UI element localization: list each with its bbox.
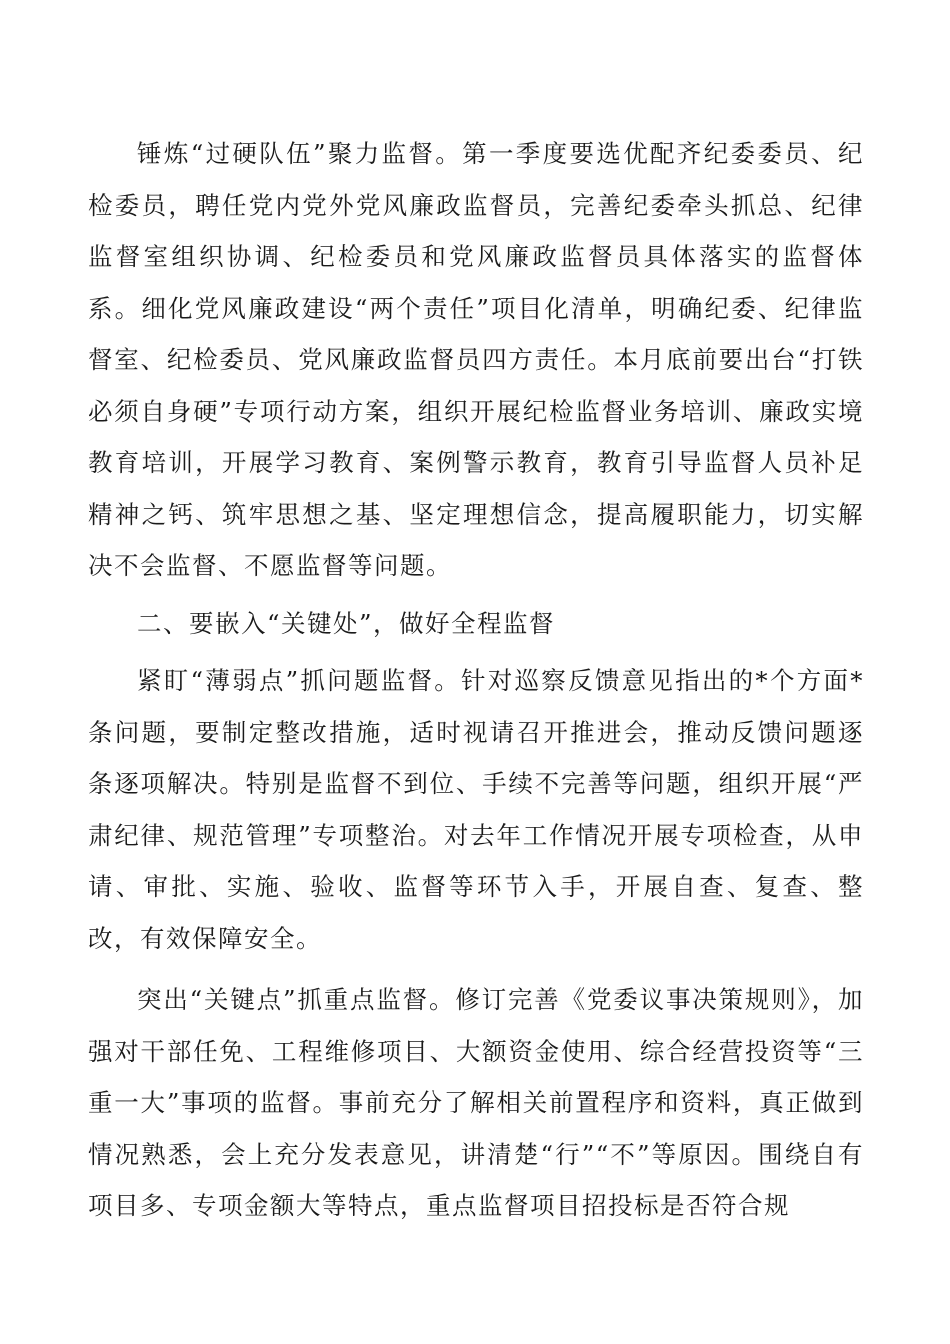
paragraph-weak-points: 紧盯“薄弱点”抓问题监督。针对巡察反馈意见指出的*个方面*条问题，要制定整改措施，适时视请召开推进会，推动反馈问题逐条逐项解决。特别是监督不到位、手续不完善等问题，组织开展“严肃纪律、规范管理”专项整治。对去年工作情况开展专项检查，从申请、审批、实施、验收、监督等环节入手，开展自查、复查、整改，有效保障安全。	[88, 666, 864, 953]
paragraph-key-points: 突出“关键点”抓重点监督。修订完善《党委议事决策规则》，加强对干部任免、工程维修项目、大额资金使用、综合经营投资等“三重一大”事项的监督。事前充分了解相关前置程序和资料，真正做到情况熟悉，会上充分发表意见，讲清楚“行”“不”等原因。围绕自有项目多、专项金额大等特点，重点监督项目招投标是否符合规	[88, 985, 864, 1220]
paragraph-team-building: 锤炼“过硬队伍”聚力监督。第一季度要选优配齐纪委委员、纪检委员，聘任党内党外党风廉政监督员，完善纪委牵头抓总、纪律监督室组织协调、纪检委员和党风廉政监督员具体落实的监督体系。细化党风廉政建设“两个责任”项目化清单，明确纪委、纪律监督室、纪检委员、党风廉政监督员四方责任。本月底前要出台“打铁必须自身硬”专项行动方案，组织开展纪检监督业务培训、廉政实境教育培训，开展学习教育、案例警示教育，教育引导监督人员补足精神之钙、筑牢思想之基、坚定理想信念，提高履职能力，切实解决不会监督、不愿监督等问题。	[88, 139, 864, 580]
section-heading-two: 二、要嵌入“关键处”，做好全程监督	[137, 608, 556, 638]
document-body	[88, 128, 864, 1232]
